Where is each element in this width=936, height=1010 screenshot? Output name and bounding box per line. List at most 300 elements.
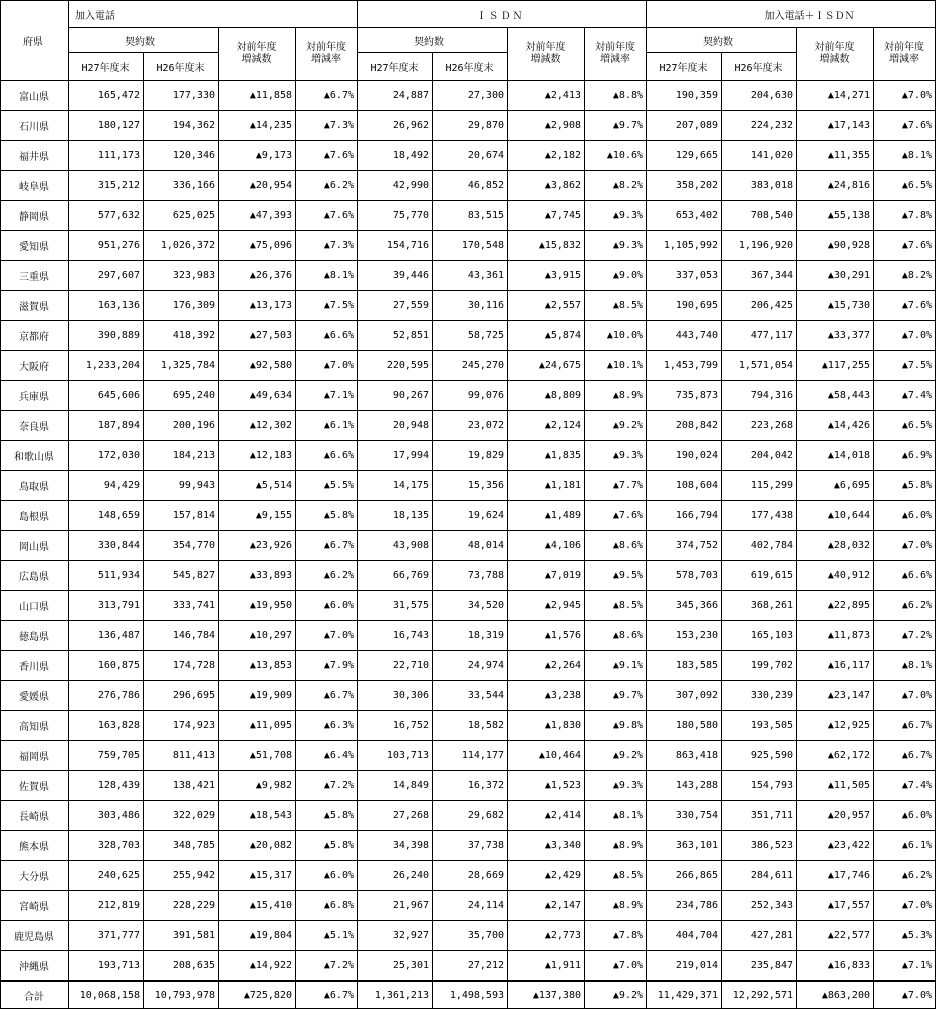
phone-rate-cell: ▲6.7% xyxy=(296,681,358,711)
phone-diff-cell: ▲15,317 xyxy=(219,861,296,891)
prefecture-cell: 佐賀県 xyxy=(1,771,69,801)
combined-rate-cell: ▲7.0% xyxy=(874,891,936,921)
combined-h26-cell: 477,117 xyxy=(722,321,797,351)
combined-diff-cell: ▲117,255 xyxy=(797,351,874,381)
phone-h26-cell: 228,229 xyxy=(144,891,219,921)
combined-h26-cell: 619,615 xyxy=(722,561,797,591)
phone-rate-cell: ▲6.8% xyxy=(296,891,358,921)
h26-header: H26年度末 xyxy=(433,53,508,81)
combined-rate-total: ▲7.0% xyxy=(874,981,936,1009)
combined-rate-cell: ▲7.0% xyxy=(874,321,936,351)
combined-h26-cell: 386,523 xyxy=(722,831,797,861)
prefecture-cell: 長崎県 xyxy=(1,801,69,831)
combined-rate-cell: ▲7.1% xyxy=(874,951,936,982)
prefecture-cell: 兵庫県 xyxy=(1,381,69,411)
phone-diff-total: ▲725,820 xyxy=(219,981,296,1009)
combined-diff-cell: ▲17,143 xyxy=(797,111,874,141)
phone-rate-cell: ▲6.2% xyxy=(296,171,358,201)
combined-diff-cell: ▲55,138 xyxy=(797,201,874,231)
table-row xyxy=(1,681,936,711)
isdn-diff-cell: ▲3,340 xyxy=(508,831,585,861)
combined-h26-total: 12,292,571 xyxy=(722,981,797,1009)
phone-rate-cell: ▲7.3% xyxy=(296,231,358,261)
phone-h26-cell: 333,741 xyxy=(144,591,219,621)
isdn-h27-cell: 25,301 xyxy=(358,951,433,982)
combined-h26-cell: 427,281 xyxy=(722,921,797,951)
combined-h27-total: 11,429,371 xyxy=(647,981,722,1009)
prefecture-cell: 鹿児島県 xyxy=(1,921,69,951)
isdn-diff-cell: ▲1,181 xyxy=(508,471,585,501)
isdn-rate-cell: ▲9.2% xyxy=(585,411,647,441)
combined-diff-cell: ▲28,032 xyxy=(797,531,874,561)
isdn-h26-cell: 29,870 xyxy=(433,111,508,141)
combined-diff-cell: ▲17,746 xyxy=(797,861,874,891)
isdn-diff-cell: ▲1,830 xyxy=(508,711,585,741)
phone-rate-cell: ▲7.5% xyxy=(296,291,358,321)
phone-rate-cell: ▲6.2% xyxy=(296,561,358,591)
isdn-rate-cell: ▲8.5% xyxy=(585,591,647,621)
prefecture-cell: 高知県 xyxy=(1,711,69,741)
phone-diff-cell: ▲12,302 xyxy=(219,411,296,441)
table-row xyxy=(1,861,936,891)
phone-h27-cell: 577,632 xyxy=(69,201,144,231)
phone-diff-cell: ▲10,297 xyxy=(219,621,296,651)
combined-diff-cell: ▲62,172 xyxy=(797,741,874,771)
h26-header: H26年度末 xyxy=(722,53,797,81)
combined-h27-cell: 207,089 xyxy=(647,111,722,141)
isdn-h27-cell: 220,595 xyxy=(358,351,433,381)
table-row xyxy=(1,621,936,651)
isdn-rate-total: ▲9.2% xyxy=(585,981,647,1009)
combined-rate-cell: ▲8.1% xyxy=(874,141,936,171)
phone-h26-cell: 1,026,372 xyxy=(144,231,219,261)
phone-diff-cell: ▲47,393 xyxy=(219,201,296,231)
isdn-rate-cell: ▲10.6% xyxy=(585,141,647,171)
isdn-h26-cell: 20,674 xyxy=(433,141,508,171)
combined-h27-cell: 863,418 xyxy=(647,741,722,771)
combined-rate-cell: ▲7.8% xyxy=(874,201,936,231)
isdn-rate-cell: ▲9.0% xyxy=(585,261,647,291)
combined-rate-cell: ▲7.0% xyxy=(874,81,936,111)
table-row xyxy=(1,921,936,951)
combined-diff-cell: ▲90,928 xyxy=(797,231,874,261)
combined-diff-cell: ▲14,271 xyxy=(797,81,874,111)
isdn-rate-cell: ▲8.5% xyxy=(585,861,647,891)
phone-diff-cell: ▲11,858 xyxy=(219,81,296,111)
prefecture-cell: 滋賀県 xyxy=(1,291,69,321)
phone-h27-cell: 111,173 xyxy=(69,141,144,171)
phone-rate-cell: ▲8.1% xyxy=(296,261,358,291)
table-row xyxy=(1,741,936,771)
combined-h26-cell: 383,018 xyxy=(722,171,797,201)
isdn-h26-cell: 170,548 xyxy=(433,231,508,261)
phone-h27-cell: 276,786 xyxy=(69,681,144,711)
phone-h26-cell: 811,413 xyxy=(144,741,219,771)
prefecture-cell: 熊本県 xyxy=(1,831,69,861)
combined-diff-cell: ▲14,426 xyxy=(797,411,874,441)
isdn-rate-cell: ▲9.7% xyxy=(585,681,647,711)
combined-diff-cell: ▲30,291 xyxy=(797,261,874,291)
table-row xyxy=(1,591,936,621)
isdn-rate-cell: ▲9.3% xyxy=(585,201,647,231)
combined-rate-cell: ▲7.6% xyxy=(874,111,936,141)
isdn-diff-cell: ▲2,182 xyxy=(508,141,585,171)
phone-h26-cell: 174,923 xyxy=(144,711,219,741)
isdn-rate-cell: ▲10.0% xyxy=(585,321,647,351)
combined-rate-cell: ▲7.5% xyxy=(874,351,936,381)
yoy-diff-header: 対前年度 増減数 xyxy=(797,28,874,81)
phone-rate-cell: ▲7.2% xyxy=(296,951,358,982)
isdn-diff-cell: ▲2,264 xyxy=(508,651,585,681)
phone-h27-cell: 187,894 xyxy=(69,411,144,441)
isdn-h27-cell: 39,446 xyxy=(358,261,433,291)
table-row xyxy=(1,141,936,171)
contracts-header: 契約数 xyxy=(69,28,219,53)
combined-diff-cell: ▲33,377 xyxy=(797,321,874,351)
combined-h26-cell: 368,261 xyxy=(722,591,797,621)
isdn-h27-cell: 30,306 xyxy=(358,681,433,711)
isdn-rate-cell: ▲7.7% xyxy=(585,471,647,501)
combined-h26-cell: 925,590 xyxy=(722,741,797,771)
phone-h27-cell: 645,606 xyxy=(69,381,144,411)
table-row xyxy=(1,201,936,231)
isdn-rate-cell: ▲8.9% xyxy=(585,831,647,861)
table-row xyxy=(1,81,936,111)
phone-rate-cell: ▲6.6% xyxy=(296,321,358,351)
combined-rate-cell: ▲7.4% xyxy=(874,381,936,411)
table-row xyxy=(1,291,936,321)
combined-rate-cell: ▲6.6% xyxy=(874,561,936,591)
group-header-isdn: ＩＳＤＮ xyxy=(358,1,647,28)
phone-h26-cell: 296,695 xyxy=(144,681,219,711)
isdn-rate-cell: ▲8.8% xyxy=(585,81,647,111)
isdn-h27-cell: 66,769 xyxy=(358,561,433,591)
combined-rate-cell: ▲8.2% xyxy=(874,261,936,291)
isdn-h26-cell: 19,624 xyxy=(433,501,508,531)
prefecture-cell: 愛知県 xyxy=(1,231,69,261)
phone-rate-cell: ▲6.0% xyxy=(296,591,358,621)
isdn-rate-cell: ▲9.3% xyxy=(585,441,647,471)
phone-h27-cell: 371,777 xyxy=(69,921,144,951)
table-row xyxy=(1,261,936,291)
combined-h26-cell: 367,344 xyxy=(722,261,797,291)
isdn-rate-cell: ▲8.9% xyxy=(585,891,647,921)
phone-rate-cell: ▲7.0% xyxy=(296,351,358,381)
phone-h27-cell: 163,828 xyxy=(69,711,144,741)
combined-h27-cell: 129,665 xyxy=(647,141,722,171)
phone-h26-cell: 194,362 xyxy=(144,111,219,141)
isdn-diff-cell: ▲24,675 xyxy=(508,351,585,381)
phone-diff-cell: ▲75,096 xyxy=(219,231,296,261)
combined-h27-cell: 208,842 xyxy=(647,411,722,441)
combined-h26-cell: 199,702 xyxy=(722,651,797,681)
combined-h27-cell: 190,359 xyxy=(647,81,722,111)
table-row xyxy=(1,321,936,351)
phone-h26-cell: 174,728 xyxy=(144,651,219,681)
combined-rate-cell: ▲6.1% xyxy=(874,831,936,861)
combined-h26-cell: 224,232 xyxy=(722,111,797,141)
combined-h27-cell: 345,366 xyxy=(647,591,722,621)
isdn-diff-cell: ▲7,745 xyxy=(508,201,585,231)
table-row xyxy=(1,171,936,201)
phone-h27-cell: 165,472 xyxy=(69,81,144,111)
combined-h26-cell: 708,540 xyxy=(722,201,797,231)
combined-h27-cell: 183,585 xyxy=(647,651,722,681)
isdn-h27-cell: 75,770 xyxy=(358,201,433,231)
phone-rate-cell: ▲6.3% xyxy=(296,711,358,741)
prefecture-cell: 香川県 xyxy=(1,651,69,681)
phone-h27-cell: 172,030 xyxy=(69,441,144,471)
phone-rate-cell: ▲7.1% xyxy=(296,381,358,411)
phone-h27-cell: 1,233,204 xyxy=(69,351,144,381)
phone-diff-cell: ▲20,082 xyxy=(219,831,296,861)
phone-h27-cell: 511,934 xyxy=(69,561,144,591)
prefecture-cell: 宮崎県 xyxy=(1,891,69,921)
combined-diff-cell: ▲15,730 xyxy=(797,291,874,321)
combined-h26-cell: 402,784 xyxy=(722,531,797,561)
prefecture-cell: 鳥取県 xyxy=(1,471,69,501)
isdn-h26-cell: 18,319 xyxy=(433,621,508,651)
combined-diff-cell: ▲20,957 xyxy=(797,801,874,831)
prefecture-cell: 徳島県 xyxy=(1,621,69,651)
combined-h27-cell: 1,453,799 xyxy=(647,351,722,381)
isdn-h27-cell: 52,851 xyxy=(358,321,433,351)
prefecture-cell: 大分県 xyxy=(1,861,69,891)
combined-h26-cell: 204,042 xyxy=(722,441,797,471)
phone-diff-cell: ▲49,634 xyxy=(219,381,296,411)
prefecture-cell: 大阪府 xyxy=(1,351,69,381)
prefecture-cell: 岐阜県 xyxy=(1,171,69,201)
phone-h26-cell: 176,309 xyxy=(144,291,219,321)
isdn-h26-cell: 27,212 xyxy=(433,951,508,982)
isdn-rate-cell: ▲9.3% xyxy=(585,771,647,801)
combined-diff-cell: ▲16,833 xyxy=(797,951,874,982)
phone-h26-cell: 1,325,784 xyxy=(144,351,219,381)
phone-h27-cell: 163,136 xyxy=(69,291,144,321)
combined-h27-cell: 735,873 xyxy=(647,381,722,411)
phone-diff-cell: ▲20,954 xyxy=(219,171,296,201)
isdn-diff-total: ▲137,380 xyxy=(508,981,585,1009)
phone-rate-cell: ▲6.4% xyxy=(296,741,358,771)
table-row xyxy=(1,441,936,471)
isdn-h27-cell: 90,267 xyxy=(358,381,433,411)
isdn-diff-cell: ▲15,832 xyxy=(508,231,585,261)
combined-h27-cell: 108,604 xyxy=(647,471,722,501)
phone-rate-cell: ▲6.1% xyxy=(296,411,358,441)
isdn-diff-cell: ▲1,911 xyxy=(508,951,585,982)
phone-h26-total: 10,793,978 xyxy=(144,981,219,1009)
combined-h26-cell: 330,239 xyxy=(722,681,797,711)
combined-h27-cell: 653,402 xyxy=(647,201,722,231)
phone-h27-cell: 297,607 xyxy=(69,261,144,291)
isdn-h27-cell: 103,713 xyxy=(358,741,433,771)
isdn-rate-cell: ▲7.0% xyxy=(585,951,647,982)
yoy-diff-header: 対前年度 増減数 xyxy=(508,28,585,81)
isdn-h26-cell: 27,300 xyxy=(433,81,508,111)
isdn-diff-cell: ▲2,908 xyxy=(508,111,585,141)
combined-rate-cell: ▲6.0% xyxy=(874,501,936,531)
phone-h27-cell: 328,703 xyxy=(69,831,144,861)
h27-header: H27年度末 xyxy=(69,53,144,81)
combined-diff-cell: ▲58,443 xyxy=(797,381,874,411)
combined-diff-cell: ▲40,912 xyxy=(797,561,874,591)
total-row xyxy=(1,981,936,1009)
phone-diff-cell: ▲19,950 xyxy=(219,591,296,621)
header-row-sub xyxy=(1,28,936,53)
combined-h26-cell: 177,438 xyxy=(722,501,797,531)
table-row xyxy=(1,771,936,801)
phone-diff-cell: ▲51,708 xyxy=(219,741,296,771)
isdn-h27-cell: 31,575 xyxy=(358,591,433,621)
prefecture-cell: 京都府 xyxy=(1,321,69,351)
prefecture-cell: 愛媛県 xyxy=(1,681,69,711)
combined-diff-cell: ▲11,355 xyxy=(797,141,874,171)
table-row xyxy=(1,801,936,831)
phone-h26-cell: 322,029 xyxy=(144,801,219,831)
combined-h26-cell: 351,711 xyxy=(722,801,797,831)
phone-rate-cell: ▲6.7% xyxy=(296,81,358,111)
isdn-h27-cell: 17,994 xyxy=(358,441,433,471)
isdn-diff-cell: ▲2,147 xyxy=(508,891,585,921)
phone-diff-cell: ▲33,893 xyxy=(219,561,296,591)
prefecture-cell: 福井県 xyxy=(1,141,69,171)
isdn-h27-total: 1,361,213 xyxy=(358,981,433,1009)
yoy-rate-header: 対前年度 増減率 xyxy=(874,28,936,81)
table-row xyxy=(1,561,936,591)
combined-h26-cell: 115,299 xyxy=(722,471,797,501)
prefecture-cell: 島根県 xyxy=(1,501,69,531)
combined-h26-cell: 223,268 xyxy=(722,411,797,441)
isdn-h26-cell: 23,072 xyxy=(433,411,508,441)
phone-h26-cell: 184,213 xyxy=(144,441,219,471)
isdn-rate-cell: ▲9.5% xyxy=(585,561,647,591)
combined-rate-cell: ▲7.6% xyxy=(874,231,936,261)
combined-rate-cell: ▲7.0% xyxy=(874,531,936,561)
combined-diff-cell: ▲17,557 xyxy=(797,891,874,921)
header-row-groups xyxy=(1,1,936,28)
prefecture-cell: 福岡県 xyxy=(1,741,69,771)
isdn-rate-cell: ▲8.6% xyxy=(585,531,647,561)
isdn-h26-total: 1,498,593 xyxy=(433,981,508,1009)
isdn-rate-cell: ▲9.8% xyxy=(585,711,647,741)
isdn-diff-cell: ▲2,773 xyxy=(508,921,585,951)
phone-rate-cell: ▲5.8% xyxy=(296,501,358,531)
prefecture-cell: 和歌山県 xyxy=(1,441,69,471)
table-row xyxy=(1,711,936,741)
combined-h27-cell: 330,754 xyxy=(647,801,722,831)
combined-h27-cell: 153,230 xyxy=(647,621,722,651)
combined-h26-cell: 252,343 xyxy=(722,891,797,921)
phone-h27-cell: 390,889 xyxy=(69,321,144,351)
phone-h27-cell: 160,875 xyxy=(69,651,144,681)
isdn-h26-cell: 15,356 xyxy=(433,471,508,501)
isdn-diff-cell: ▲5,874 xyxy=(508,321,585,351)
combined-h26-cell: 1,196,920 xyxy=(722,231,797,261)
isdn-diff-cell: ▲3,862 xyxy=(508,171,585,201)
isdn-rate-cell: ▲8.6% xyxy=(585,621,647,651)
combined-diff-total: ▲863,200 xyxy=(797,981,874,1009)
table-row xyxy=(1,501,936,531)
combined-h26-cell: 193,505 xyxy=(722,711,797,741)
group-header-subscriber-phone: 加入電話 xyxy=(69,1,358,28)
combined-h26-cell: 206,425 xyxy=(722,291,797,321)
combined-rate-cell: ▲5.8% xyxy=(874,471,936,501)
phone-h26-cell: 138,421 xyxy=(144,771,219,801)
phone-diff-cell: ▲9,155 xyxy=(219,501,296,531)
phone-h27-cell: 330,844 xyxy=(69,531,144,561)
phone-h26-cell: 354,770 xyxy=(144,531,219,561)
phone-h27-cell: 148,659 xyxy=(69,501,144,531)
table-row xyxy=(1,111,936,141)
isdn-h26-cell: 35,700 xyxy=(433,921,508,951)
yoy-rate-header: 対前年度 増減率 xyxy=(296,28,358,81)
combined-h27-cell: 374,752 xyxy=(647,531,722,561)
isdn-h27-cell: 24,887 xyxy=(358,81,433,111)
isdn-h26-cell: 28,669 xyxy=(433,861,508,891)
isdn-h26-cell: 33,544 xyxy=(433,681,508,711)
prefecture-cell: 富山県 xyxy=(1,81,69,111)
table-row xyxy=(1,831,936,861)
phone-diff-cell: ▲26,376 xyxy=(219,261,296,291)
phone-h27-cell: 951,276 xyxy=(69,231,144,261)
table-row xyxy=(1,351,936,381)
isdn-h27-cell: 26,240 xyxy=(358,861,433,891)
combined-h27-cell: 578,703 xyxy=(647,561,722,591)
phone-rate-cell: ▲5.8% xyxy=(296,801,358,831)
phone-rate-cell: ▲7.6% xyxy=(296,141,358,171)
isdn-h26-cell: 34,520 xyxy=(433,591,508,621)
contracts-header: 契約数 xyxy=(358,28,508,53)
isdn-rate-cell: ▲9.3% xyxy=(585,231,647,261)
phone-diff-cell: ▲18,543 xyxy=(219,801,296,831)
combined-h27-cell: 180,580 xyxy=(647,711,722,741)
combined-rate-cell: ▲7.2% xyxy=(874,621,936,651)
isdn-diff-cell: ▲3,915 xyxy=(508,261,585,291)
prefecture-cell: 広島県 xyxy=(1,561,69,591)
combined-diff-cell: ▲11,873 xyxy=(797,621,874,651)
combined-diff-cell: ▲23,147 xyxy=(797,681,874,711)
phone-h26-cell: 255,942 xyxy=(144,861,219,891)
isdn-h27-cell: 43,908 xyxy=(358,531,433,561)
phone-diff-cell: ▲19,909 xyxy=(219,681,296,711)
table-row xyxy=(1,891,936,921)
combined-rate-cell: ▲6.7% xyxy=(874,711,936,741)
isdn-diff-cell: ▲1,835 xyxy=(508,441,585,471)
combined-rate-cell: ▲8.1% xyxy=(874,651,936,681)
isdn-h27-cell: 14,175 xyxy=(358,471,433,501)
isdn-h27-cell: 21,967 xyxy=(358,891,433,921)
isdn-rate-cell: ▲8.9% xyxy=(585,381,647,411)
phone-rate-cell: ▲7.2% xyxy=(296,771,358,801)
combined-diff-cell: ▲22,895 xyxy=(797,591,874,621)
isdn-diff-cell: ▲2,557 xyxy=(508,291,585,321)
group-header-combined: 加入電話＋ＩＳＤＮ xyxy=(647,1,936,28)
isdn-h26-cell: 29,682 xyxy=(433,801,508,831)
combined-h27-cell: 358,202 xyxy=(647,171,722,201)
combined-diff-cell: ▲16,117 xyxy=(797,651,874,681)
phone-h26-cell: 323,983 xyxy=(144,261,219,291)
isdn-h26-cell: 245,270 xyxy=(433,351,508,381)
phone-h26-cell: 418,392 xyxy=(144,321,219,351)
isdn-rate-cell: ▲7.8% xyxy=(585,921,647,951)
isdn-h26-cell: 24,114 xyxy=(433,891,508,921)
contracts-header: 契約数 xyxy=(647,28,797,53)
combined-diff-cell: ▲24,816 xyxy=(797,171,874,201)
phone-h26-cell: 391,581 xyxy=(144,921,219,951)
combined-rate-cell: ▲7.0% xyxy=(874,681,936,711)
combined-rate-cell: ▲6.2% xyxy=(874,861,936,891)
isdn-h27-cell: 18,492 xyxy=(358,141,433,171)
